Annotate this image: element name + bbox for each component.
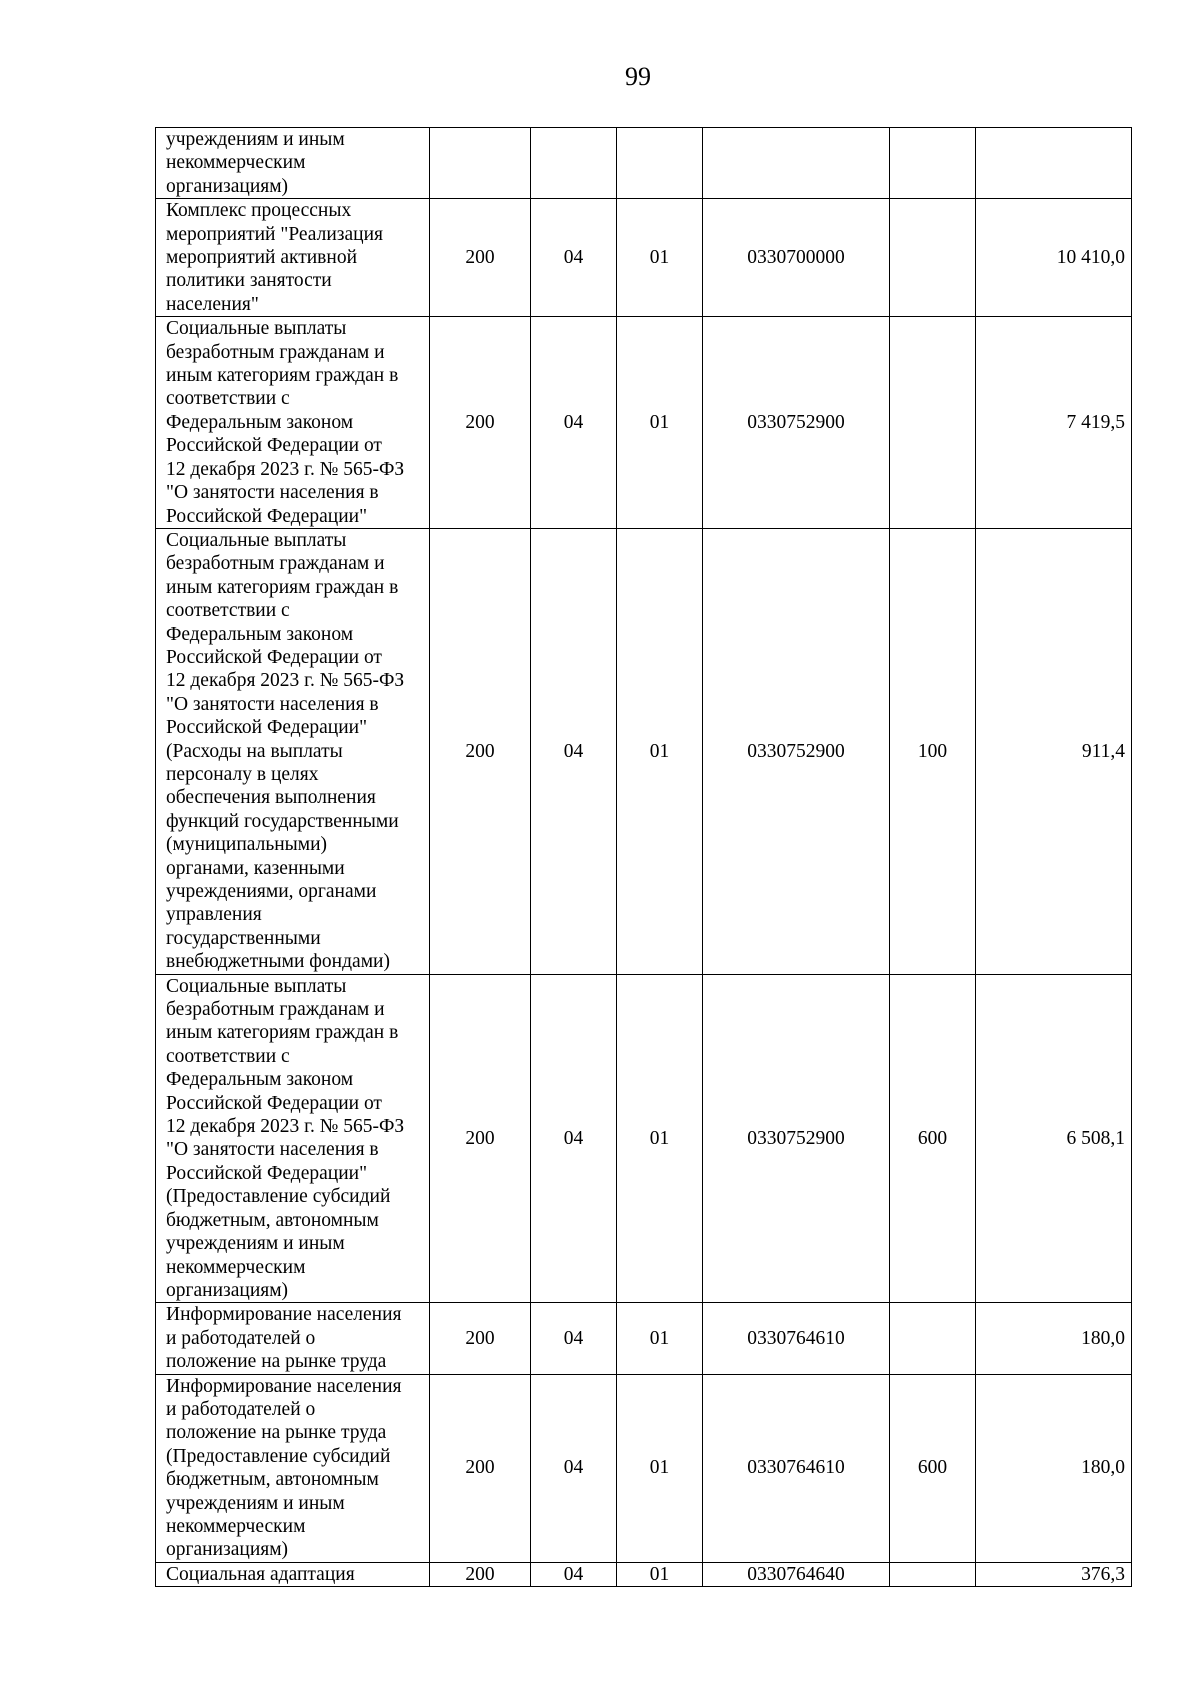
pr-cell: 01 <box>617 528 703 974</box>
row-name-line: Федеральным законом <box>166 623 354 645</box>
table-row <box>156 128 1132 199</box>
row-name-line: 12 декабря 2023 г. № 565-ФЗ <box>166 458 405 480</box>
row-name-line: безработным гражданам и <box>166 553 385 575</box>
vr-cell: 600 <box>890 974 976 1303</box>
row-name-line: Российской Федерации от <box>166 435 382 457</box>
sum-cell: 7 419,5 <box>976 317 1132 529</box>
row-name-cell <box>156 1562 430 1586</box>
row-name-line: (муниципальными) <box>166 834 328 856</box>
row-name-line: Федеральным законом <box>166 1069 354 1091</box>
row-name-line: бюджетным, автономным <box>166 1209 379 1231</box>
ved-cell: 200 <box>430 1562 531 1586</box>
ved-cell: 200 <box>430 1374 531 1562</box>
row-name-line: некоммерческим <box>166 1515 306 1537</box>
csr-cell <box>703 128 890 199</box>
row-name-line: управления <box>166 904 262 926</box>
csr-cell: 0330764610 <box>703 1303 890 1374</box>
row-name-line: органами, казенными <box>166 857 345 879</box>
row-name-line: внебюджетными фондами) <box>166 951 390 973</box>
row-name-line: Социальные выплаты <box>166 975 347 997</box>
ved-cell: 200 <box>430 199 531 317</box>
table-row <box>156 1562 1132 1586</box>
row-name-line: Федеральным законом <box>166 411 354 433</box>
row-name-line: безработным гражданам и <box>166 341 385 363</box>
ved-cell: 200 <box>430 528 531 974</box>
sum-cell <box>976 128 1132 199</box>
row-name-line: мероприятий активной <box>166 247 358 269</box>
rz-cell <box>531 128 617 199</box>
row-name-cell <box>156 1374 430 1562</box>
row-name-line: соответствии с <box>166 600 290 622</box>
rz-cell: 04 <box>531 528 617 974</box>
sum-cell: 911,4 <box>976 528 1132 974</box>
row-name-cell <box>156 528 430 974</box>
row-name-line: бюджетным, автономным <box>166 1469 379 1491</box>
csr-cell: 0330764640 <box>703 1562 890 1586</box>
row-name-line: Комплекс процессных <box>166 200 352 222</box>
row-name-line: организациям) <box>166 1279 289 1301</box>
sum-cell: 376,3 <box>976 1562 1132 1586</box>
row-name-line: 12 декабря 2023 г. № 565-ФЗ <box>166 1116 405 1138</box>
row-name-line: безработным гражданам и <box>166 999 385 1021</box>
sum-cell: 180,0 <box>976 1303 1132 1374</box>
row-name-cell <box>156 128 430 199</box>
row-name-line: иным категориям граждан в <box>166 576 399 598</box>
row-name-line: функций государственными <box>166 810 399 832</box>
pr-cell: 01 <box>617 317 703 529</box>
row-name-line: "О занятости населения в <box>166 482 379 504</box>
table-row <box>156 528 1132 974</box>
table-row <box>156 1303 1132 1374</box>
ved-cell <box>430 128 531 199</box>
csr-cell: 0330752900 <box>703 317 890 529</box>
row-name-cell <box>156 1303 430 1374</box>
vr-cell <box>890 1303 976 1374</box>
row-name-line: Социальные выплаты <box>166 318 347 340</box>
row-name-line: Российской Федерации от <box>166 1092 382 1114</box>
page-number: 99 <box>625 62 651 91</box>
row-name-line: Российской Федерации от <box>166 646 382 668</box>
pr-cell: 01 <box>617 199 703 317</box>
rz-cell: 04 <box>531 974 617 1303</box>
row-name-line: соответствии с <box>166 388 290 410</box>
pr-cell: 01 <box>617 1374 703 1562</box>
row-name-line: положение на рынке труда <box>166 1422 387 1444</box>
row-name-line: "О занятости населения в <box>166 1139 379 1161</box>
row-name-line: некоммерческим <box>166 1256 306 1278</box>
vr-cell: 600 <box>890 1374 976 1562</box>
rz-cell: 04 <box>531 1374 617 1562</box>
vr-cell <box>890 1562 976 1586</box>
table-row <box>156 1374 1132 1562</box>
pr-cell: 01 <box>617 1562 703 1586</box>
sum-cell: 180,0 <box>976 1374 1132 1562</box>
csr-cell: 0330752900 <box>703 528 890 974</box>
row-name-line: иным категориям граждан в <box>166 365 399 387</box>
sum-cell: 6 508,1 <box>976 974 1132 1303</box>
table-row <box>156 974 1132 1303</box>
table-body <box>156 128 1132 1587</box>
row-name-line: "О занятости населения в <box>166 693 379 715</box>
csr-cell: 0330700000 <box>703 199 890 317</box>
row-name-line: организациям) <box>166 1539 289 1561</box>
row-name-line: мероприятий "Реализация <box>166 223 383 245</box>
row-name-line: 12 декабря 2023 г. № 565-ФЗ <box>166 670 405 692</box>
row-name-line: учреждениям и иным <box>166 129 345 150</box>
csr-cell: 0330752900 <box>703 974 890 1303</box>
row-name-line: Социальные выплаты <box>166 529 347 551</box>
rz-cell: 04 <box>531 1562 617 1586</box>
vr-cell <box>890 317 976 529</box>
pr-cell: 01 <box>617 974 703 1303</box>
pr-cell: 01 <box>617 1303 703 1374</box>
row-name-line: учреждениями, органами <box>166 881 377 902</box>
row-name-line: Социальная адаптация <box>166 1563 355 1585</box>
row-name-line: некоммерческим <box>166 152 306 174</box>
row-name-line: (Предоставление субсидий <box>166 1445 391 1467</box>
vr-cell <box>890 128 976 199</box>
row-name-line: Российской Федерации" <box>166 717 368 739</box>
table-row <box>156 317 1132 529</box>
ved-cell: 200 <box>430 317 531 529</box>
row-name-line: иным категориям граждан в <box>166 1022 399 1044</box>
sum-cell: 10 410,0 <box>976 199 1132 317</box>
row-name-line: учреждениям и иным <box>166 1233 345 1255</box>
row-name-line: организациям) <box>166 175 289 197</box>
pr-cell <box>617 128 703 199</box>
row-name-line: Информирование населения <box>166 1304 402 1326</box>
budget-table <box>155 127 1132 1587</box>
row-name-cell <box>156 317 430 529</box>
row-name-line: и работодателей о <box>166 1327 316 1349</box>
ved-cell: 200 <box>430 1303 531 1374</box>
ved-cell: 200 <box>430 974 531 1303</box>
row-name-line: положение на рынке труда <box>166 1351 387 1373</box>
row-name-line: политики занятости <box>166 270 332 292</box>
row-name-line: и работодателей о <box>166 1398 316 1420</box>
vr-cell: 100 <box>890 528 976 974</box>
vr-cell <box>890 199 976 317</box>
rz-cell: 04 <box>531 199 617 317</box>
row-name-line: Информирование населения <box>166 1375 402 1397</box>
rz-cell: 04 <box>531 317 617 529</box>
table-row <box>156 199 1132 317</box>
row-name-line: населения" <box>166 293 259 315</box>
row-name-line: Российской Федерации" <box>166 505 368 527</box>
row-name-line: учреждениям и иным <box>166 1492 345 1514</box>
row-name-cell <box>156 199 430 317</box>
row-name-line: обеспечения выполнения <box>166 787 376 809</box>
row-name-line: (Предоставление субсидий <box>166 1186 391 1208</box>
csr-cell: 0330764610 <box>703 1374 890 1562</box>
row-name-line: государственными <box>166 927 321 949</box>
row-name-line: соответствии с <box>166 1045 290 1067</box>
row-name-line: персоналу в целях <box>166 763 319 785</box>
row-name-line: (Расходы на выплаты <box>166 740 343 762</box>
rz-cell: 04 <box>531 1303 617 1374</box>
row-name-cell <box>156 974 430 1303</box>
row-name-line: Российской Федерации" <box>166 1162 368 1184</box>
